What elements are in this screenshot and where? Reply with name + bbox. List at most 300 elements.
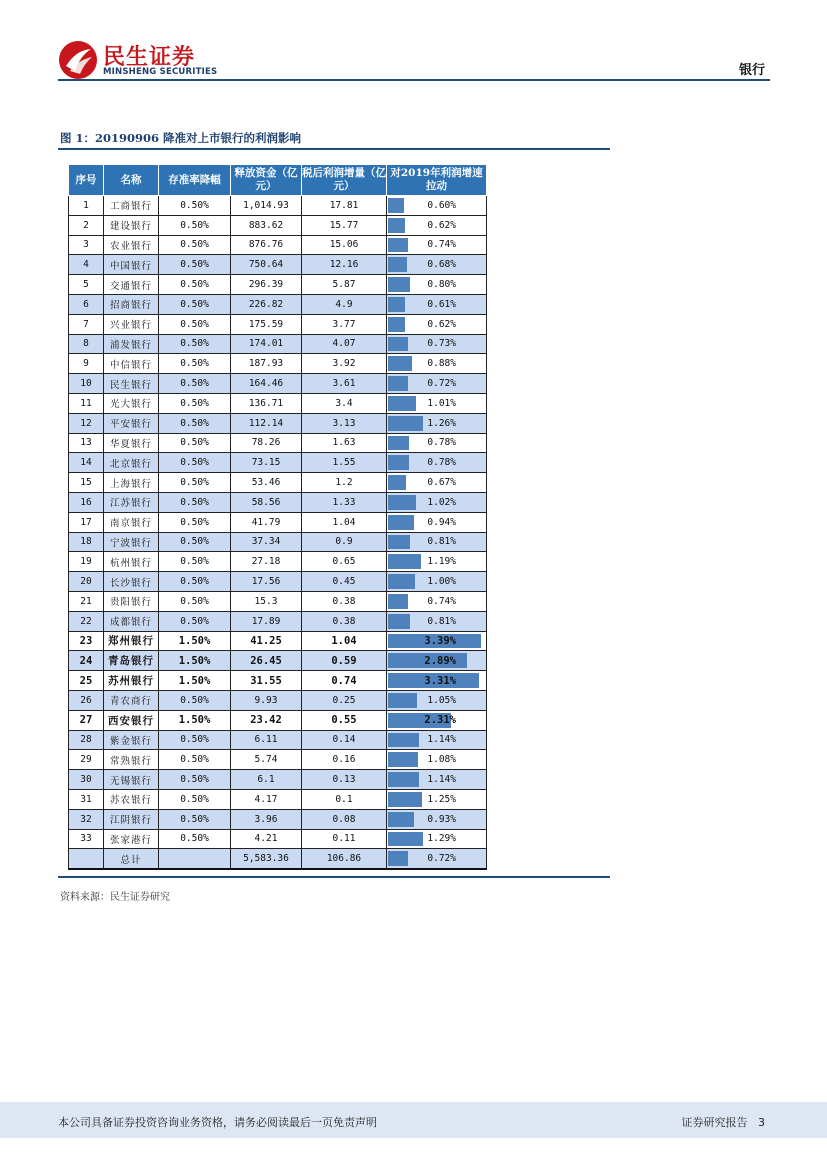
released-funds-cell: 37.34 <box>231 532 302 552</box>
impact-data-bar <box>388 416 423 431</box>
row-number-cell: 10 <box>69 374 104 394</box>
after-tax-profit-cell: 0.65 <box>302 552 387 572</box>
row-number-cell: 9 <box>69 354 104 374</box>
row-number-cell: 24 <box>69 651 104 671</box>
impact-value-label: 0.72% <box>427 853 456 865</box>
impact-data-bar <box>388 277 410 292</box>
row-number-cell: 33 <box>69 829 104 849</box>
column-header-profit-growth-impact: 对2019年利润增速拉动 <box>387 165 487 196</box>
brand-name: 民生证券 <box>103 45 196 70</box>
rrr-cut-cell: 0.50% <box>159 453 231 473</box>
profit-growth-impact-cell <box>387 611 487 631</box>
after-tax-profit-cell: 0.45 <box>302 572 387 592</box>
table-row <box>69 354 487 374</box>
row-number-cell: 8 <box>69 334 104 354</box>
footer-disclaimer: 本公司具备证券投资咨询业务资格，请务必阅读最后一页免责声明 <box>58 1116 377 1129</box>
figure-source: 资料来源：民生证券研究 <box>60 892 170 903</box>
impact-value-label: 3.31% <box>424 674 456 687</box>
row-number-cell: 30 <box>69 770 104 790</box>
profit-growth-impact-cell <box>387 492 487 512</box>
impact-data-bar <box>388 198 404 213</box>
row-number-cell: 22 <box>69 611 104 631</box>
after-tax-profit-cell: 1.63 <box>302 433 387 453</box>
after-tax-profit-cell: 0.08 <box>302 809 387 829</box>
row-number-cell: 27 <box>69 710 104 730</box>
released-funds-cell: 112.14 <box>231 413 302 433</box>
page-number: 3 <box>758 1116 765 1129</box>
profit-growth-impact-cell <box>387 690 487 710</box>
impact-data-bar <box>388 832 423 847</box>
released-funds-cell: 31.55 <box>231 671 302 691</box>
bank-name-cell: 常熟银行 <box>104 750 159 770</box>
released-funds-cell: 174.01 <box>231 334 302 354</box>
table-row <box>69 314 487 334</box>
bank-name-cell: 杭州银行 <box>104 552 159 572</box>
after-tax-profit-cell: 0.16 <box>302 750 387 770</box>
rrr-cut-cell: 0.50% <box>159 730 231 750</box>
impact-value-label: 0.72% <box>427 378 456 390</box>
row-number-cell: 32 <box>69 809 104 829</box>
released-funds-cell: 3.96 <box>231 809 302 829</box>
rrr-cut-cell: 0.50% <box>159 235 231 255</box>
rrr-cut-cell: 0.50% <box>159 750 231 770</box>
table-row <box>69 730 487 750</box>
rrr-cut-cell: 1.50% <box>159 651 231 671</box>
released-funds-cell: 136.71 <box>231 393 302 413</box>
table-row <box>69 512 487 532</box>
profit-growth-impact-cell <box>387 512 487 532</box>
impact-data-bar <box>388 733 419 748</box>
profit-growth-impact-cell <box>387 433 487 453</box>
table-row <box>69 690 487 710</box>
table-row <box>69 294 487 314</box>
row-number-cell: 3 <box>69 235 104 255</box>
impact-value-label: 1.19% <box>427 556 456 568</box>
bank-name-cell: 成都银行 <box>104 611 159 631</box>
bank-name-cell: 中信银行 <box>104 354 159 374</box>
impact-value-label: 1.05% <box>427 694 456 706</box>
released-funds-cell: 164.46 <box>231 374 302 394</box>
footer-report-type: 证券研究报告 <box>681 1116 748 1129</box>
impact-data-bar <box>388 752 418 767</box>
column-header-released-funds: 释放资金（亿元） <box>231 165 302 196</box>
table-row <box>69 215 487 235</box>
after-tax-profit-cell: 0.9 <box>302 532 387 552</box>
impact-value-label: 0.78% <box>427 437 456 449</box>
impact-value-label: 0.61% <box>427 298 456 310</box>
bank-name-cell: 江苏银行 <box>104 492 159 512</box>
impact-data-bar <box>388 396 416 411</box>
impact-data-bar <box>388 535 410 550</box>
after-tax-profit-cell: 4.07 <box>302 334 387 354</box>
rrr-cut-cell: 0.50% <box>159 789 231 809</box>
bank-name-cell: 华夏银行 <box>104 433 159 453</box>
row-number-cell: 31 <box>69 789 104 809</box>
bank-name-cell: 民生银行 <box>104 374 159 394</box>
impact-value-label: 0.74% <box>427 595 456 607</box>
released-funds-cell: 58.56 <box>231 492 302 512</box>
released-funds-cell: 27.18 <box>231 552 302 572</box>
rrr-cut-cell: 1.50% <box>159 710 231 730</box>
after-tax-profit-cell: 1.2 <box>302 473 387 493</box>
table-row <box>69 591 487 611</box>
released-funds-cell: 187.93 <box>231 354 302 374</box>
after-tax-profit-cell: 0.11 <box>302 829 387 849</box>
profit-growth-impact-cell <box>387 354 487 374</box>
row-number-cell: 20 <box>69 572 104 592</box>
rrr-cut-cell: 0.50% <box>159 770 231 790</box>
profit-growth-impact-cell <box>387 591 487 611</box>
impact-data-bar <box>388 693 417 708</box>
after-tax-profit-cell: 1.33 <box>302 492 387 512</box>
impact-data-bar <box>388 515 414 530</box>
rrr-cut-cell: 0.50% <box>159 552 231 572</box>
row-number-cell: 4 <box>69 255 104 275</box>
row-number-cell: 5 <box>69 275 104 295</box>
bank-impact-table <box>68 164 487 870</box>
released-funds-cell: 41.79 <box>231 512 302 532</box>
row-number-cell: 17 <box>69 512 104 532</box>
released-funds-cell: 296.39 <box>231 275 302 295</box>
after-tax-profit-cell: 106.86 <box>302 849 387 869</box>
impact-data-bar <box>388 475 406 490</box>
impact-value-label: 0.62% <box>427 318 456 330</box>
after-tax-profit-cell: 1.55 <box>302 453 387 473</box>
after-tax-profit-cell: 0.59 <box>302 651 387 671</box>
impact-data-bar <box>388 257 407 272</box>
row-number-cell: 29 <box>69 750 104 770</box>
rrr-cut-cell: 0.50% <box>159 591 231 611</box>
after-tax-profit-cell: 15.06 <box>302 235 387 255</box>
impact-value-label: 0.68% <box>427 259 456 271</box>
impact-data-bar <box>388 356 412 371</box>
profit-growth-impact-cell <box>387 651 487 671</box>
released-funds-cell: 53.46 <box>231 473 302 493</box>
released-funds-cell: 41.25 <box>231 631 302 651</box>
bank-name-cell: 青农商行 <box>104 690 159 710</box>
impact-data-bar <box>388 376 408 391</box>
table-row <box>69 809 487 829</box>
bank-name-cell: 张家港行 <box>104 829 159 849</box>
column-header-rrr-cut: 存准率降幅 <box>159 165 231 196</box>
rrr-cut-cell: 1.50% <box>159 631 231 651</box>
row-number-cell: 14 <box>69 453 104 473</box>
rrr-cut-cell: 0.50% <box>159 690 231 710</box>
after-tax-profit-cell: 12.16 <box>302 255 387 275</box>
rrr-cut-cell: 0.50% <box>159 572 231 592</box>
rrr-cut-cell: 0.50% <box>159 374 231 394</box>
released-funds-cell: 9.93 <box>231 690 302 710</box>
profit-growth-impact-cell <box>387 730 487 750</box>
impact-data-bar <box>388 297 405 312</box>
bank-name-cell: 无锡银行 <box>104 770 159 790</box>
bank-name-cell: 长沙银行 <box>104 572 159 592</box>
after-tax-profit-cell: 0.25 <box>302 690 387 710</box>
impact-value-label: 2.89% <box>424 654 456 667</box>
table-row <box>69 473 487 493</box>
table-header-row <box>69 165 487 196</box>
profit-growth-impact-cell <box>387 750 487 770</box>
row-number-cell: 23 <box>69 631 104 651</box>
impact-data-bar <box>388 772 419 787</box>
table-row <box>69 334 487 354</box>
rrr-cut-cell: 0.50% <box>159 334 231 354</box>
rrr-cut-cell: 0.50% <box>159 196 231 216</box>
rrr-cut-cell: 0.50% <box>159 611 231 631</box>
table-bottom-divider <box>58 876 610 878</box>
rrr-cut-cell: 0.50% <box>159 393 231 413</box>
released-funds-cell: 175.59 <box>231 314 302 334</box>
table-row <box>69 829 487 849</box>
profit-growth-impact-cell <box>387 829 487 849</box>
table-row <box>69 255 487 275</box>
after-tax-profit-cell: 0.55 <box>302 710 387 730</box>
impact-value-label: 0.80% <box>427 279 456 291</box>
impact-value-label: 1.01% <box>427 397 456 409</box>
bank-name-cell: 平安银行 <box>104 413 159 433</box>
profit-growth-impact-cell <box>387 255 487 275</box>
impact-value-label: 1.14% <box>427 774 456 785</box>
row-number-cell: 18 <box>69 532 104 552</box>
bank-name-cell: 总计 <box>104 849 159 869</box>
row-number-cell: 7 <box>69 314 104 334</box>
released-funds-cell: 883.62 <box>231 215 302 235</box>
bank-name-cell: 西安银行 <box>104 710 159 730</box>
table-row <box>69 651 487 671</box>
table-row <box>69 671 487 691</box>
bank-name-cell: 工商银行 <box>104 196 159 216</box>
after-tax-profit-cell: 0.38 <box>302 611 387 631</box>
bank-name-cell: 苏农银行 <box>104 789 159 809</box>
bank-name-cell: 南京银行 <box>104 512 159 532</box>
released-funds-cell: 15.3 <box>231 591 302 611</box>
table-row <box>69 413 487 433</box>
impact-value-label: 1.25% <box>427 793 456 805</box>
profit-growth-impact-cell <box>387 809 487 829</box>
table-row <box>69 433 487 453</box>
impact-value-label: 0.73% <box>427 338 456 350</box>
table-row <box>69 235 487 255</box>
bank-name-cell: 招商银行 <box>104 294 159 314</box>
released-funds-cell: 1,014.93 <box>231 196 302 216</box>
impact-data-bar <box>388 574 415 589</box>
rrr-cut-cell: 0.50% <box>159 354 231 374</box>
after-tax-profit-cell: 5.87 <box>302 275 387 295</box>
impact-data-bar <box>388 812 414 827</box>
row-number-cell: 12 <box>69 413 104 433</box>
bank-name-cell: 上海银行 <box>104 473 159 493</box>
row-number-cell: 6 <box>69 294 104 314</box>
table-row <box>69 849 487 869</box>
impact-data-bar <box>388 851 408 866</box>
bank-name-cell: 宁波银行 <box>104 532 159 552</box>
bank-name-cell: 中国银行 <box>104 255 159 275</box>
impact-data-bar <box>388 337 408 352</box>
row-number-cell: 16 <box>69 492 104 512</box>
profit-growth-impact-cell <box>387 532 487 552</box>
bank-name-cell: 江阴银行 <box>104 809 159 829</box>
profit-growth-impact-cell <box>387 275 487 295</box>
released-funds-cell: 6.11 <box>231 730 302 750</box>
profit-growth-impact-cell <box>387 393 487 413</box>
header-divider <box>58 79 770 81</box>
released-funds-cell: 78.26 <box>231 433 302 453</box>
after-tax-profit-cell: 15.77 <box>302 215 387 235</box>
row-number-cell <box>69 849 104 869</box>
profit-growth-impact-cell <box>387 453 487 473</box>
impact-value-label: 0.93% <box>427 813 456 825</box>
table-row <box>69 275 487 295</box>
impact-value-label: 1.08% <box>427 754 456 766</box>
rrr-cut-cell: 1.50% <box>159 671 231 691</box>
released-funds-cell: 5,583.36 <box>231 849 302 869</box>
row-number-cell: 11 <box>69 393 104 413</box>
table-row <box>69 532 487 552</box>
after-tax-profit-cell: 4.9 <box>302 294 387 314</box>
impact-value-label: 1.29% <box>427 833 456 845</box>
bank-name-cell: 青岛银行 <box>104 651 159 671</box>
column-header-name: 名称 <box>104 165 159 196</box>
table-row <box>69 572 487 592</box>
rrr-cut-cell: 0.50% <box>159 492 231 512</box>
table-row <box>69 393 487 413</box>
profit-growth-impact-cell <box>387 710 487 730</box>
rrr-cut-cell: 0.50% <box>159 275 231 295</box>
row-number-cell: 25 <box>69 671 104 691</box>
impact-value-label: 0.94% <box>427 516 456 528</box>
bank-name-cell: 浦发银行 <box>104 334 159 354</box>
profit-growth-impact-cell <box>387 235 487 255</box>
rrr-cut-cell: 0.50% <box>159 314 231 334</box>
released-funds-cell: 26.45 <box>231 651 302 671</box>
impact-value-label: 0.67% <box>427 477 456 489</box>
after-tax-profit-cell: 0.38 <box>302 591 387 611</box>
profit-growth-impact-cell <box>387 294 487 314</box>
impact-data-bar <box>388 218 405 233</box>
profit-growth-impact-cell <box>387 196 487 216</box>
profit-growth-impact-cell <box>387 770 487 790</box>
table-row <box>69 611 487 631</box>
profit-growth-impact-cell <box>387 789 487 809</box>
impact-value-label: 2.31% <box>424 714 456 727</box>
released-funds-cell: 5.74 <box>231 750 302 770</box>
table-row <box>69 710 487 730</box>
impact-data-bar <box>388 317 405 332</box>
table-row <box>69 453 487 473</box>
impact-data-bar <box>388 594 408 609</box>
impact-data-bar <box>388 238 408 253</box>
bank-name-cell: 郑州银行 <box>104 631 159 651</box>
minsheng-logo-icon <box>58 40 98 80</box>
table-row <box>69 552 487 572</box>
profit-growth-impact-cell <box>387 215 487 235</box>
released-funds-cell: 17.89 <box>231 611 302 631</box>
impact-value-label: 0.81% <box>427 615 456 627</box>
bank-name-cell: 紫金银行 <box>104 730 159 750</box>
bank-name-cell: 农业银行 <box>104 235 159 255</box>
impact-data-bar <box>388 495 416 510</box>
impact-value-label: 3.39% <box>424 634 456 647</box>
bank-name-cell: 建设银行 <box>104 215 159 235</box>
released-funds-cell: 17.56 <box>231 572 302 592</box>
rrr-cut-cell: 0.50% <box>159 294 231 314</box>
after-tax-profit-cell: 0.74 <box>302 671 387 691</box>
table-row <box>69 492 487 512</box>
impact-data-bar <box>388 455 409 470</box>
table-row <box>69 631 487 651</box>
table-row <box>69 750 487 770</box>
bank-name-cell: 交通银行 <box>104 275 159 295</box>
rrr-cut-cell: 0.50% <box>159 215 231 235</box>
impact-value-label: 0.60% <box>427 199 456 211</box>
impact-data-bar <box>388 436 409 451</box>
released-funds-cell: 4.21 <box>231 829 302 849</box>
impact-value-label: 0.81% <box>427 536 456 548</box>
figure-title-divider <box>58 148 610 150</box>
row-number-cell: 2 <box>69 215 104 235</box>
after-tax-profit-cell: 3.77 <box>302 314 387 334</box>
rrr-cut-cell: 0.50% <box>159 532 231 552</box>
impact-value-label: 0.88% <box>427 358 456 370</box>
after-tax-profit-cell: 0.13 <box>302 770 387 790</box>
after-tax-profit-cell: 0.14 <box>302 730 387 750</box>
profit-growth-impact-cell <box>387 552 487 572</box>
profit-growth-impact-cell <box>387 849 487 869</box>
released-funds-cell: 23.42 <box>231 710 302 730</box>
table-row <box>69 770 487 790</box>
rrr-cut-cell: 0.50% <box>159 413 231 433</box>
impact-value-label: 0.74% <box>427 239 456 251</box>
released-funds-cell: 6.1 <box>231 770 302 790</box>
brand-name-english: MINSHENG SECURITIES <box>103 67 218 77</box>
rrr-cut-cell: 0.50% <box>159 433 231 453</box>
table-row <box>69 789 487 809</box>
row-number-cell: 21 <box>69 591 104 611</box>
row-number-cell: 28 <box>69 730 104 750</box>
table-row <box>69 196 487 216</box>
after-tax-profit-cell: 1.04 <box>302 512 387 532</box>
profit-growth-impact-cell <box>387 631 487 651</box>
impact-value-label: 0.78% <box>427 457 456 469</box>
bank-name-cell: 贵阳银行 <box>104 591 159 611</box>
profit-growth-impact-cell <box>387 374 487 394</box>
row-number-cell: 19 <box>69 552 104 572</box>
released-funds-cell: 750.64 <box>231 255 302 275</box>
profit-growth-impact-cell <box>387 413 487 433</box>
table-row <box>69 374 487 394</box>
impact-data-bar <box>388 554 421 569</box>
impact-value-label: 1.02% <box>427 496 456 508</box>
rrr-cut-cell: 0.50% <box>159 255 231 275</box>
after-tax-profit-cell: 0.1 <box>302 789 387 809</box>
after-tax-profit-cell: 3.61 <box>302 374 387 394</box>
released-funds-cell: 876.76 <box>231 235 302 255</box>
rrr-cut-cell: 0.50% <box>159 473 231 493</box>
figure-title: 图 1：20190906 降准对上市银行的利润影响 <box>60 131 302 145</box>
impact-value-label: 1.14% <box>427 734 456 746</box>
profit-growth-impact-cell <box>387 334 487 354</box>
released-funds-cell: 4.17 <box>231 789 302 809</box>
bank-name-cell: 苏州银行 <box>104 671 159 691</box>
bank-name-cell: 兴业银行 <box>104 314 159 334</box>
impact-value-label: 1.00% <box>427 576 456 588</box>
bank-name-cell: 北京银行 <box>104 453 159 473</box>
after-tax-profit-cell: 3.13 <box>302 413 387 433</box>
rrr-cut-cell <box>159 849 231 869</box>
rrr-cut-cell: 0.50% <box>159 809 231 829</box>
bank-name-cell: 光大银行 <box>104 393 159 413</box>
column-header-no: 序号 <box>69 165 104 196</box>
